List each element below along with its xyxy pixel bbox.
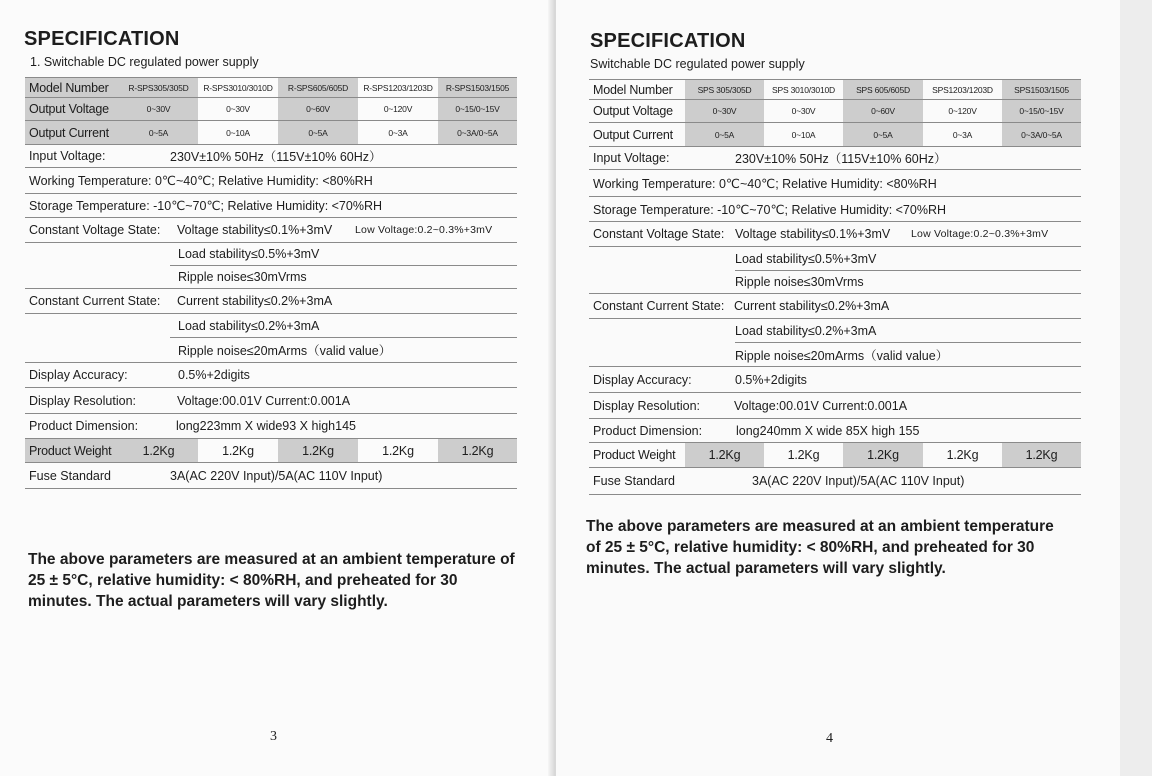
working-temperature-row [589,170,1081,197]
output-current-cell: 0~3A/0~5A [438,121,517,144]
cv-voltage-stability: Voltage stability≤0.1%+3mV [735,227,891,241]
model-cell: R-SPS3010/3010D [203,82,273,93]
cc-load-row [735,319,1081,343]
right-page [556,0,1120,776]
model-cell: R-SPS605/605D [278,78,358,97]
cv-label: Constant Voltage State: [29,223,161,237]
cv-load-row [735,247,1081,271]
model-cell: SPS1503/1505 [1002,80,1081,99]
output-current-cell: 0~3A/0~5A [1002,123,1081,146]
output-voltage-label: Output Voltage [25,98,119,120]
product-weight-cell: 1.2Kg [119,439,198,462]
storage-temperature-row [589,197,1081,222]
product-weight-cell: 1.2Kg [278,439,358,462]
output-voltage-label: Output Voltage [593,104,673,118]
cv-label: Constant Voltage State: [593,227,725,241]
model-cell: SPS 605/605D [843,80,923,99]
page-number: 4 [826,731,833,746]
working-temperature-text: Working Temperature: 0℃~40℃; Relative Humidity: <80%RH [593,176,937,191]
output-voltage-cell: 0~30V [119,98,198,120]
page-title: SPECIFICATION [590,30,746,52]
output-current-row [25,121,517,145]
product-weight-cell: 1.2Kg [382,443,414,458]
output-voltage-cell: 0~30V [791,106,816,116]
spec-table [589,79,1081,495]
storage-temperature-text: Storage Temperature: -10℃~70℃; Relative Humidity: <70%RH [29,199,383,213]
output-voltage-row [589,100,1081,123]
model-label: Model Number [25,78,119,97]
display-accuracy-row [25,363,517,388]
output-voltage-cell: 0~30V [226,104,250,114]
display-resolution-label: Display Resolution: [29,393,136,408]
page-number: 3 [270,729,277,744]
output-current-cell: 0~5A [685,123,764,146]
measurement-note: The above parameters are measured at an ambient temperature of 25 ± 5°C, relative humidity: < 80%RH, and preheated for 30 minutes. The actual parameters will vary slightly. [586,518,1054,577]
cc-current-stability: Current stability≤0.2%+3mA [734,299,890,313]
output-voltage-cell: 0~60V [843,100,923,122]
model-cell: SPS 305/305D [685,80,764,99]
input-voltage-label: Input Voltage: [593,151,670,165]
page-edge [1120,0,1152,776]
display-accuracy-value: 0.5%+2digits [178,368,250,382]
product-dimension-label: Product Dimension: [29,419,139,433]
product-weight-cell: 1.2Kg [946,448,979,462]
cv-load-stability: Load stability≤0.5%+3mV [178,247,320,261]
model-cell: SPS 3010/3010D [772,84,835,95]
product-weight-cell: 1.2Kg [438,439,517,462]
model-cell: SPS1203/1203D [932,84,993,95]
output-current-cell: 0~3A [388,127,408,138]
product-weight-cell: 1.2Kg [1002,443,1081,467]
product-weight-cell: 1.2Kg [222,443,254,458]
cv-low-voltage: Low Voltage:0.2~0.3%+3mV [355,224,493,236]
output-voltage-cell: 0~60V [278,98,358,120]
input-voltage-value: 230V±10% 50Hz（115V±10% 60Hz） [735,152,947,166]
output-current-cell: 0~10A [791,129,816,140]
output-current-cell: 0~5A [278,121,358,144]
cc-ripple: Ripple noise≤20mArms（valid value） [178,344,392,358]
model-row [25,77,517,98]
product-dimension-row [25,414,517,439]
display-accuracy-row [589,367,1081,393]
display-accuracy-value: 0.5%+2digits [735,372,807,387]
model-row [589,79,1081,100]
cv-ripple-row [25,266,517,289]
page-subtitle: 1. Switchable DC regulated power supply [30,55,259,69]
display-accuracy-label: Display Accuracy: [593,372,692,387]
cc-ripple-row [25,338,517,363]
cv-load-stability: Load stability≤0.5%+3mV [735,251,877,266]
working-temperature-text: Working Temperature: 0℃~40℃; Relative Humidity: <80%RH [29,174,373,188]
display-resolution-label: Display Resolution: [593,398,700,413]
page-subtitle: Switchable DC regulated power supply [590,57,805,71]
cv-ripple: Ripple noise≤30mVrms [178,270,307,284]
cc-ripple: Ripple noise≤20mArms（valid value） [735,348,949,363]
fuse-standard-value: 3A(AC 220V Input)/5A(AC 110V Input) [752,474,965,488]
product-weight-cell: 1.2Kg [685,443,764,467]
input-voltage-row [25,145,517,168]
cc-label: Constant Current State: [593,299,725,313]
working-temperature-row [25,168,517,194]
display-accuracy-label: Display Accuracy: [29,368,128,382]
model-cell: R-SPS1203/1203D [363,82,433,93]
output-current-cell: 0~5A [119,121,198,144]
cc-label: Constant Current State: [29,294,161,308]
cc-load-stability: Load stability≤0.2%+3mA [735,323,877,338]
cv-ripple-row [589,271,1081,294]
fuse-standard-row [589,468,1081,495]
product-weight-label: Product Weight [593,448,676,462]
input-voltage-label: Input Voltage: [29,149,106,163]
product-weight-row [589,443,1081,468]
display-resolution-value: Voltage:00.01V Current:0.001A [734,398,908,413]
output-current-cell: 0~10A [226,127,250,138]
cv-load-row [170,243,517,266]
left-page [0,0,556,776]
output-current-label: Output Current [25,121,119,144]
output-voltage-row [25,98,517,121]
constant-voltage-row [25,218,517,243]
constant-current-row [25,289,517,314]
model-cell: R-SPS305/305D [119,78,198,97]
product-weight-row [25,439,517,463]
cv-voltage-stability: Voltage stability≤0.1%+3mV [177,223,333,237]
product-dimension-value: long223mm X wide93 X high145 [176,419,356,433]
cv-low-voltage: Low Voltage:0.2~0.3%+3mV [911,228,1049,240]
output-current-cell: 0~3A [952,129,973,140]
fuse-standard-row [25,463,517,489]
display-resolution-row [589,393,1081,419]
product-dimension-value: long240mm X wide 85X high 155 [736,423,920,438]
fuse-standard-value: 3A(AC 220V Input)/5A(AC 110V Input) [170,468,383,483]
output-voltage-cell: 0~30V [685,100,764,122]
cv-ripple: Ripple noise≤30mVrms [735,275,864,289]
output-current-label: Output Current [593,127,673,142]
product-weight-cell: 1.2Kg [843,443,923,467]
output-current-row [589,123,1081,147]
cc-load-row [170,314,517,338]
cc-ripple-row [589,343,1081,367]
display-resolution-row [25,388,517,414]
display-resolution-value: Voltage:00.01V Current:0.001A [177,393,351,408]
product-weight-cell: 1.2Kg [787,448,820,462]
output-current-cell: 0~5A [843,123,923,146]
cc-load-stability: Load stability≤0.2%+3mA [178,318,320,333]
input-voltage-value: 230V±10% 50Hz（115V±10% 60Hz） [170,150,382,164]
input-voltage-row [589,147,1081,170]
product-dimension-row [589,419,1081,443]
output-voltage-cell: 0~120V [948,106,977,116]
constant-voltage-row [589,222,1081,247]
output-voltage-cell: 0~120V [383,104,413,114]
fuse-standard-label: Fuse Standard [593,474,675,488]
constant-current-row [589,294,1081,319]
page-title: SPECIFICATION [24,28,180,50]
model-label: Model Number [593,82,673,97]
output-voltage-cell: 0~15/0~15V [438,98,517,120]
storage-temperature-row [25,194,517,218]
product-weight-label: Product Weight [25,439,119,462]
storage-temperature-text: Storage Temperature: -10℃~70℃; Relative Humidity: <70%RH [593,202,947,217]
fuse-standard-label: Fuse Standard [29,468,111,483]
output-voltage-cell: 0~15/0~15V [1002,100,1081,122]
model-cell: R-SPS1503/1505 [438,78,517,97]
cc-current-stability: Current stability≤0.2%+3mA [177,294,333,308]
product-dimension-label: Product Dimension: [593,423,703,438]
measurement-note: The above parameters are measured at an ambient temperature of 25 ± 5°C, relative humidity: < 80%RH, and preheated for 30 minutes. The actual parameters will vary slightly. [28,551,515,610]
spec-table [25,77,517,489]
